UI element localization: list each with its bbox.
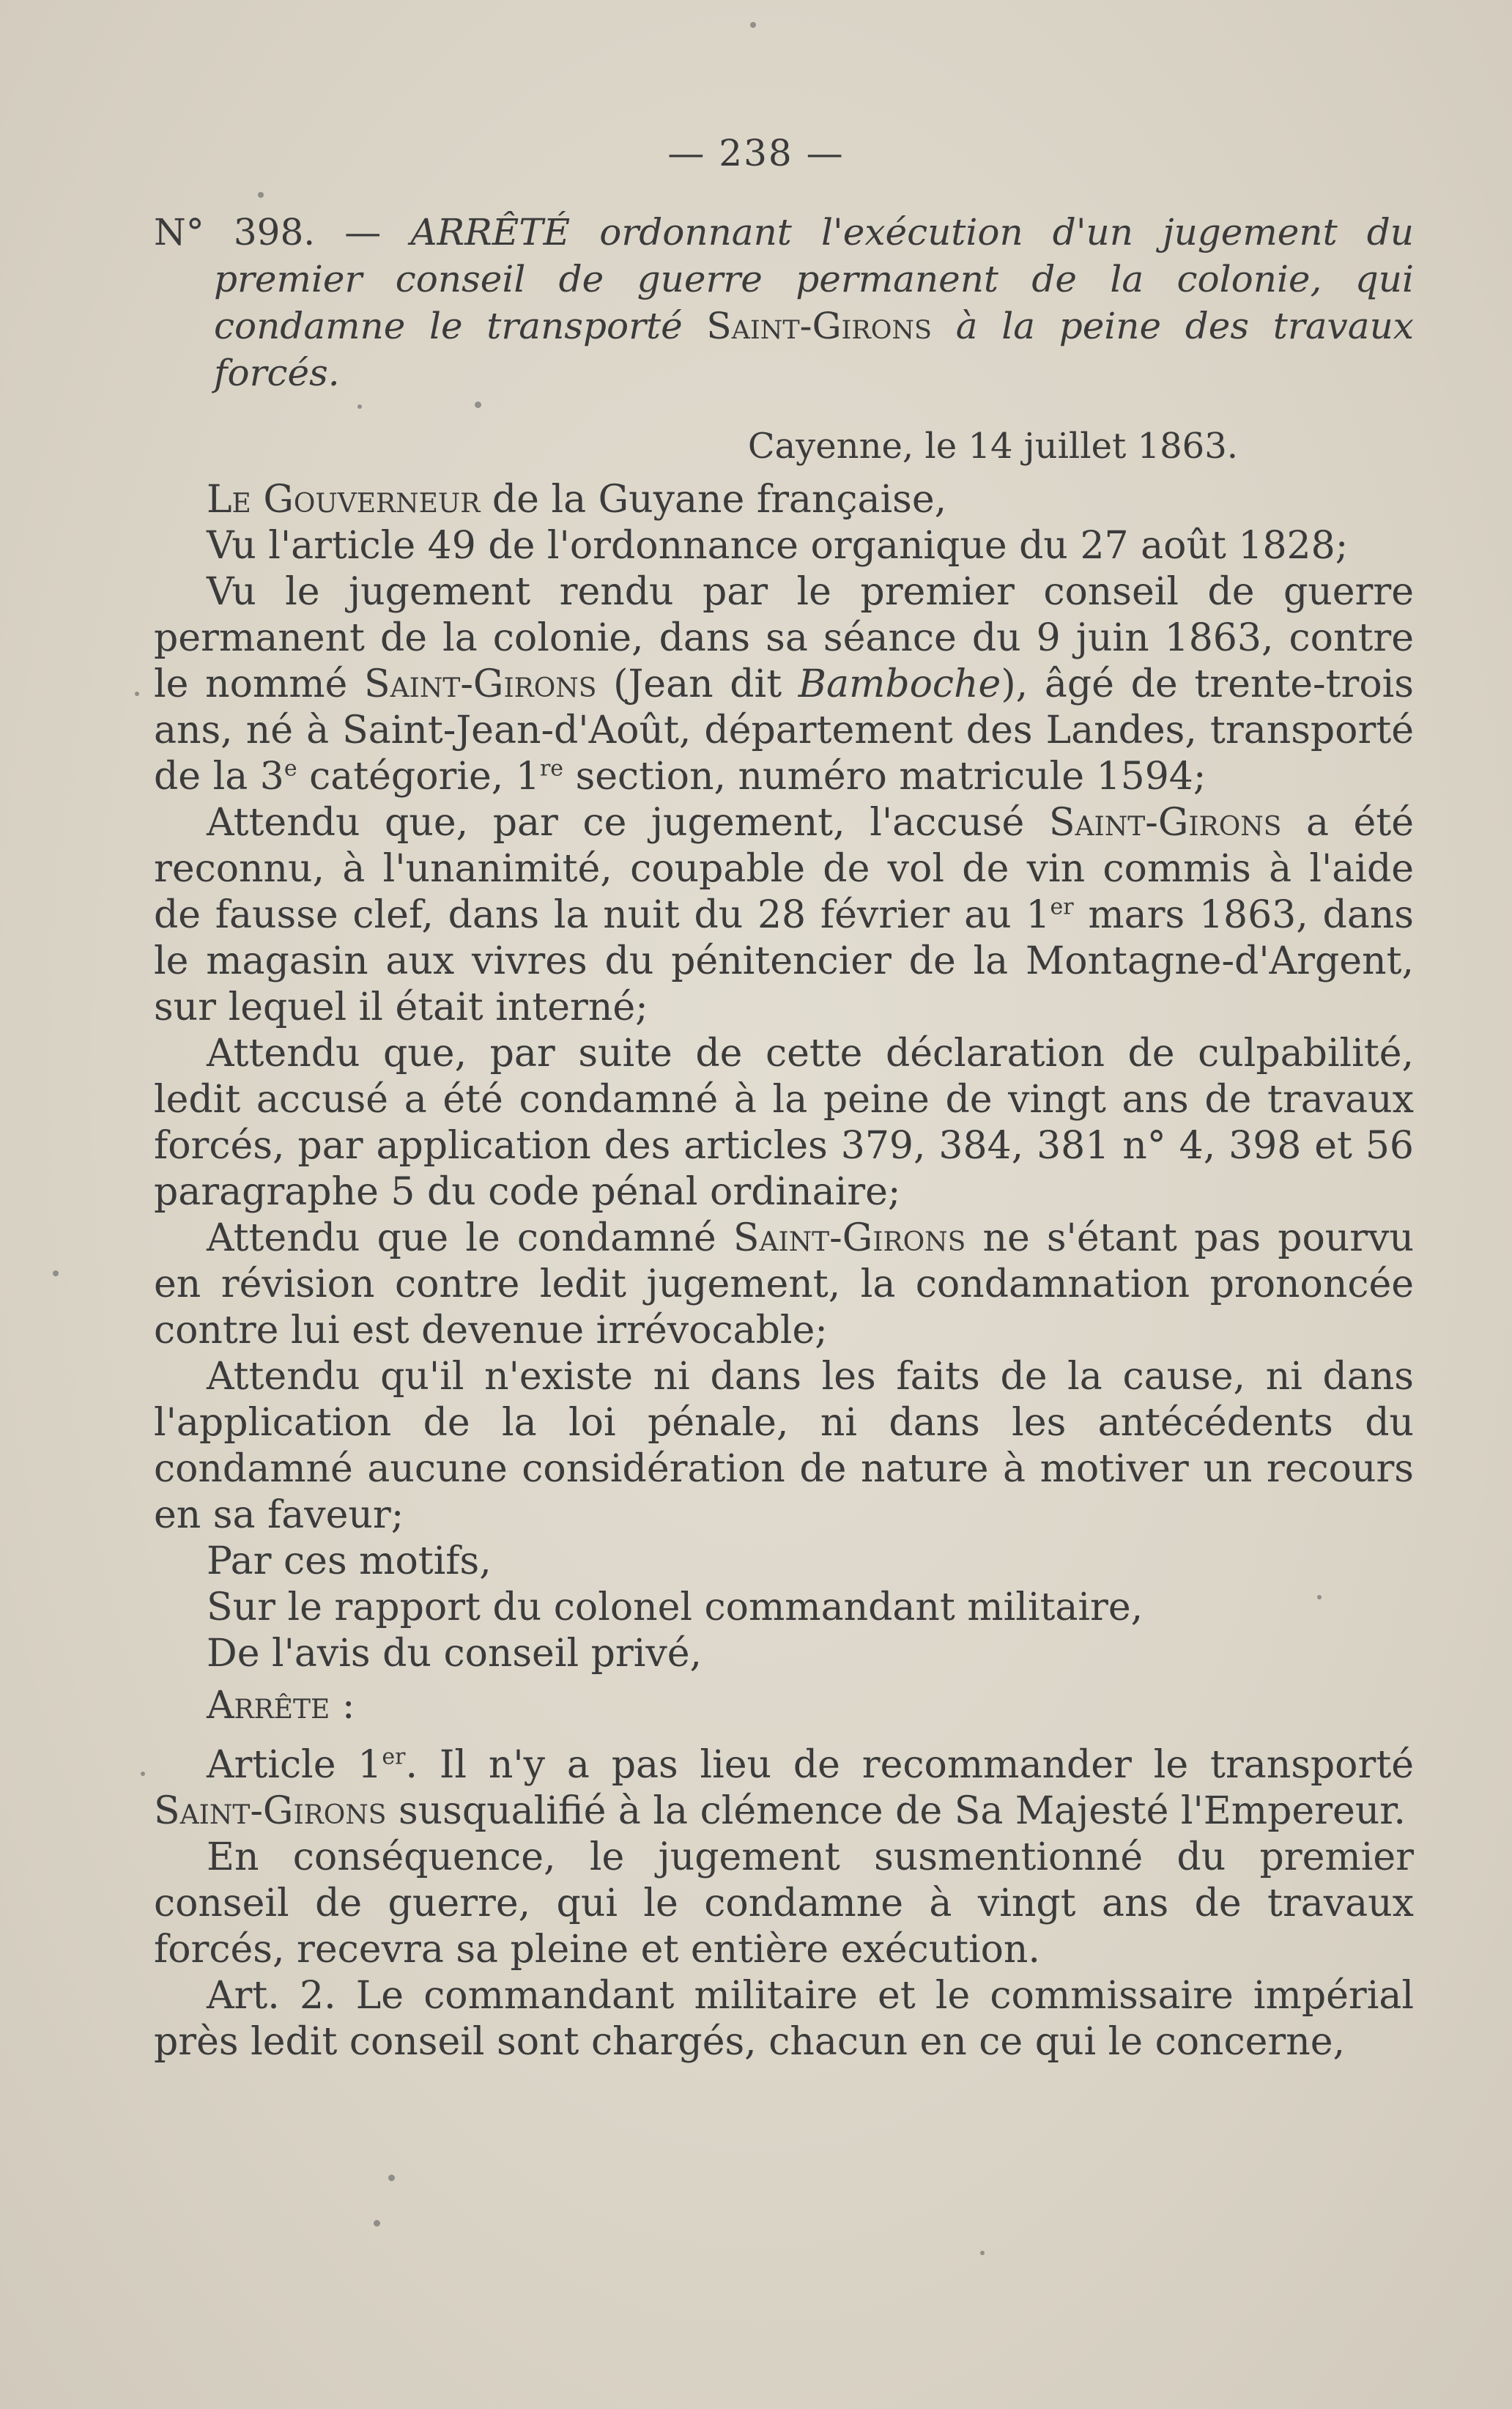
paragraph-attendu-3	[154, 1215, 1414, 1354]
text-span: susqualifié à la clémence de Sa Majesté l'Empereur.	[386, 1789, 1406, 1833]
text-span: ), âgé de trente-trois ans, né à Saint-Jean-d'Août, département des Landes, transporté de la 3	[154, 662, 1414, 799]
paragraph-sur-le-rapport: Sur le rapport du colonel commandant militaire,	[207, 1585, 1144, 1629]
page-number: — 238 —	[667, 132, 845, 174]
scan-speck	[750, 22, 756, 28]
scan-speck	[980, 2251, 985, 2255]
paragraph-par-ces-motifs: Par ces motifs,	[207, 1539, 492, 1583]
superscript: re	[539, 755, 564, 782]
arrete-heading: Arrête :	[207, 1684, 355, 1728]
text-span: (Jean dit	[596, 662, 798, 706]
governor-label: Le Gouverneur	[207, 478, 481, 522]
superscript: e	[284, 755, 297, 782]
person-name: Saint-Girons	[733, 1216, 966, 1260]
scan-speck	[374, 2220, 380, 2227]
text-span: mars 1863, dans le magasin aux vivres du pénitencier de la Montagne-d'Argent, sur lequel il était interné;	[154, 893, 1414, 1029]
person-name: Saint-Girons	[1048, 801, 1282, 845]
text-span: Article 1	[207, 1743, 382, 1787]
decree-title-end: à la peine des travaux forcés.	[214, 305, 1414, 394]
scan-speck	[53, 1270, 59, 1276]
decree-dash: —	[315, 211, 411, 254]
superscript: er	[382, 1744, 406, 1770]
paragraph-attendu-1	[154, 800, 1414, 1031]
decree-title-rest: ordonnant l'exécution d'un jugement du premier conseil de guerre permanent de la colonie, qui condamne le transporté	[214, 211, 1414, 347]
scan-speck	[135, 692, 139, 696]
decree-title-lead: ARRÊTÉ	[410, 211, 571, 254]
person-name: Saint-Girons	[364, 662, 597, 706]
governor-text: de la Guyane française,	[480, 478, 947, 522]
paragraph-vu-jugement	[154, 569, 1414, 800]
scan-speck	[258, 192, 264, 198]
superscript: er	[1050, 894, 1074, 920]
decree-number: N° 398.	[154, 211, 316, 254]
text-span: catégorie, 1	[297, 755, 540, 799]
text-span: Vu le jugement rendu par le premier conseil de guerre permanent de la colonie, dans sa séance du 9 juin 1863, contre le nommé	[154, 570, 1414, 706]
decree-heading	[154, 209, 1414, 396]
paragraph-de-l-avis: De l'avis du conseil privé,	[207, 1632, 703, 1676]
text-span: Attendu que, par ce jugement, l'accusé	[207, 801, 1049, 845]
text-span: section, numéro matricule 1594;	[563, 755, 1207, 799]
text-span: a été reconnu, à l'unanimité, coupable de vol de vin commis à l'aide de fausse clef, dans la nuit du 28 février au 1	[154, 801, 1414, 937]
article-2: Art. 2. Le commandant militaire et le commissaire impérial près ledit conseil sont chargés, chacun en ce qui le concerne,	[154, 1974, 1414, 2064]
text-span: ne s'étant pas pourvu en révision contre ledit jugement, la condamnation prononcée contre lui est devenue irrévocable;	[154, 1216, 1414, 1352]
paragraph-vu-article: Vu l'article 49 de l'ordonnance organique du 27 août 1828;	[207, 524, 1349, 568]
spacer	[154, 1729, 1414, 1742]
paragraph-governor	[154, 477, 1414, 523]
article-1	[154, 1742, 1414, 1835]
text-span: Attendu que le condamné	[207, 1216, 733, 1260]
date-line: Cayenne, le 14 juillet 1863.	[747, 426, 1238, 467]
nickname: Bamboche	[798, 662, 1001, 706]
decree-title-name: Saint-Girons	[706, 305, 932, 347]
person-name: Saint-Girons	[154, 1789, 387, 1833]
text-span: . Il n'y a pas lieu de recommander le transporté	[405, 1743, 1415, 1787]
scan-speck	[141, 1772, 145, 1776]
document-body	[154, 209, 1414, 2065]
paragraph-attendu-2: Attendu que, par suite de cette déclaration de culpabilité, ledit accusé a été condamné à la peine de vingt ans de travaux forcés, par application des articles 379, 384, 381 n° 4, 398 et 56 paragraphe 5 du code pénal ordinaire;	[154, 1032, 1414, 1214]
paragraph-en-consequence: En conséquence, le jugement susmentionné du premier conseil de guerre, qui le condamne à vingt ans de travaux forcés, recevra sa pleine et entière exécution.	[154, 1835, 1414, 1972]
paragraph-attendu-4: Attendu qu'il n'existe ni dans les faits de la cause, ni dans l'application de la loi pénale, ni dans les antécédents du condamné aucune considération de nature à motiver un recours en sa faveur;	[154, 1355, 1414, 1537]
scan-speck	[388, 2175, 395, 2181]
